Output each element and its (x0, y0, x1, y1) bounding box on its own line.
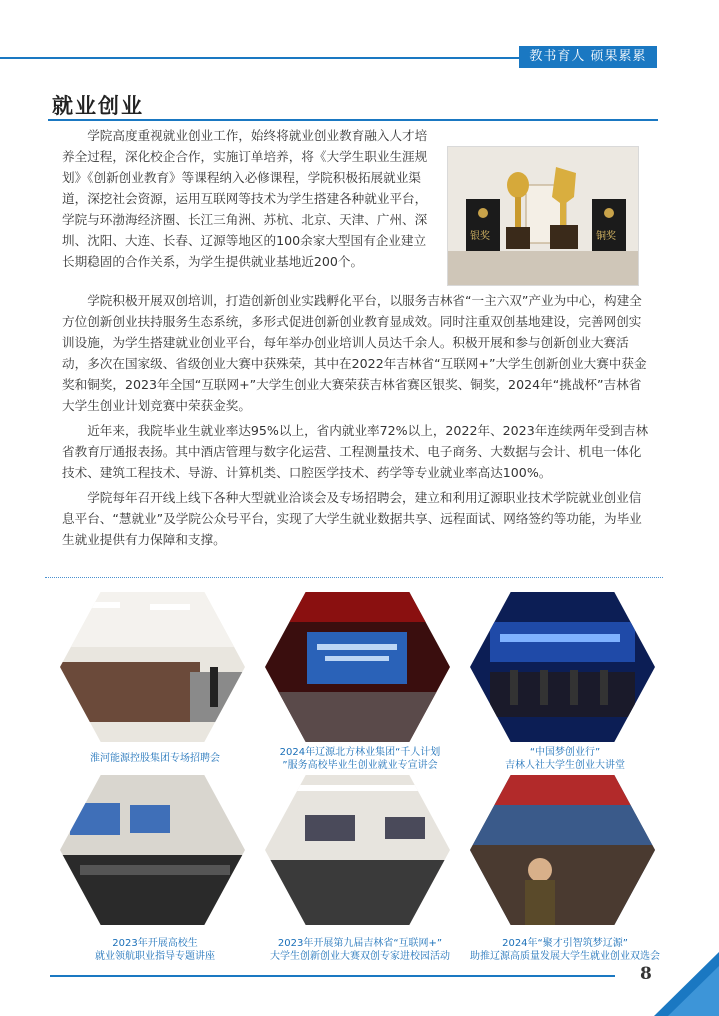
gallery-caption-3: “中国梦创业行” 吉林人社大学生创业大讲堂 (505, 747, 625, 771)
header-rule (0, 57, 530, 59)
gallery-photo-1 (60, 592, 245, 742)
gallery-caption-2: 2024年辽源北方林业集团“千人计划 ”服务高校毕业生创业就业专宣讲会 (279, 747, 441, 771)
section-title: 就业创业 (52, 94, 144, 118)
gallery-photo-2 (265, 592, 450, 742)
paragraph-3: 近年来，我院毕业生就业率达95%以上，省内就业率72%以上，2022年、2023年连续两年受到吉林省教育厅通报表扬。其中酒店管理与数字化运营、工程测量技术、电子商务、大数据与会计、机电一体化技术、建筑工程技术、导游、计算机类、口腔医学技术、药学等专业就业率高达100%。 (62, 423, 649, 480)
gallery-caption-5: 2023年开展第九届吉林省“互联网+” 大学生创新创业大赛双创专家进校园活动 (270, 938, 450, 962)
header-badge: 教书育人 硕果累累 (519, 46, 657, 68)
section-title-rule (48, 119, 658, 121)
intro-text-block (62, 125, 430, 276)
trophy-illustration (448, 147, 638, 285)
paragraph-2: 学院积极开展双创培训，打造创新创业实践孵化平台，以服务吉林省“一主六双”产业为中心，构建全方位创新创业扶持服务生态系统，多形式促进创新创业教育显成效。同时注重双创基地建设，完善网创实训设施，为学生搭建就业创业平台，每年举办创业培训人员达千余人。积极开展和参与创新创业大赛活动，多次在国家级、省级创业大赛中获殊荣，其中在2022年吉林省“互联网+”大学生创新创业大赛中获金奖和铜奖，2023年全国“互联网+”大学生创业大赛荣获吉林省赛区银奖、铜奖，2024年“挑战杯”吉林省大学生创业计划竞赛中荣获金奖。 (62, 293, 647, 413)
gallery-photo-6 (470, 775, 655, 925)
gallery-caption-4: 2023年开展高校生 就业领航职业指导专题讲座 (95, 938, 215, 962)
gallery-photo-3 (470, 592, 655, 742)
footer-rule (50, 975, 615, 977)
gallery-divider (45, 577, 663, 578)
gallery-photo-4 (60, 775, 245, 925)
paragraph-1: 学院高度重视就业创业工作，始终将就业创业教育融入人才培养全过程，深化校企合作，实施订单培养，将《大学生职业生涯规划》《创新创业教育》等课程纳入必修课程，学院积极拓展就业渠道，深挖社会资源，运用互联网等技术为学生搭建各种就业平台，学院与环渤海经济圈、长江三角洲、苏杭、北京、天津、广州、深圳、沈阳、大连、长春、辽源等地区的100余家大型国有企业建立长期稳固的合作关系，为学生提供就业基地近200个。 (62, 128, 428, 269)
paragraph-4: 学院每年召开线上线下各种大型就业洽谈会及专场招聘会，建立和利用辽源职业技术学院就业创业信息平台、“慧就业”及学院公众号平台，实现了大学生就业数据共享、远程面试、网络签约等功能，为毕业生就业提供有力保障和支撑。 (62, 490, 642, 547)
gallery-photo-5 (265, 775, 450, 925)
gallery-caption-1: 淮河能源控股集团专场招聘会 (90, 753, 220, 764)
corner-decoration (654, 952, 719, 1016)
plaque-right-label: 铜奖 (596, 231, 616, 242)
trophy-photo (447, 146, 639, 286)
main-text-block (62, 290, 652, 554)
gallery-caption-6: 2024年“聚才引智筑梦辽源” 助推辽源高质量发展大学生就业创业双选会 (470, 938, 660, 962)
page-number: 8 (640, 964, 652, 984)
plaque-left-label: 银奖 (470, 231, 490, 242)
